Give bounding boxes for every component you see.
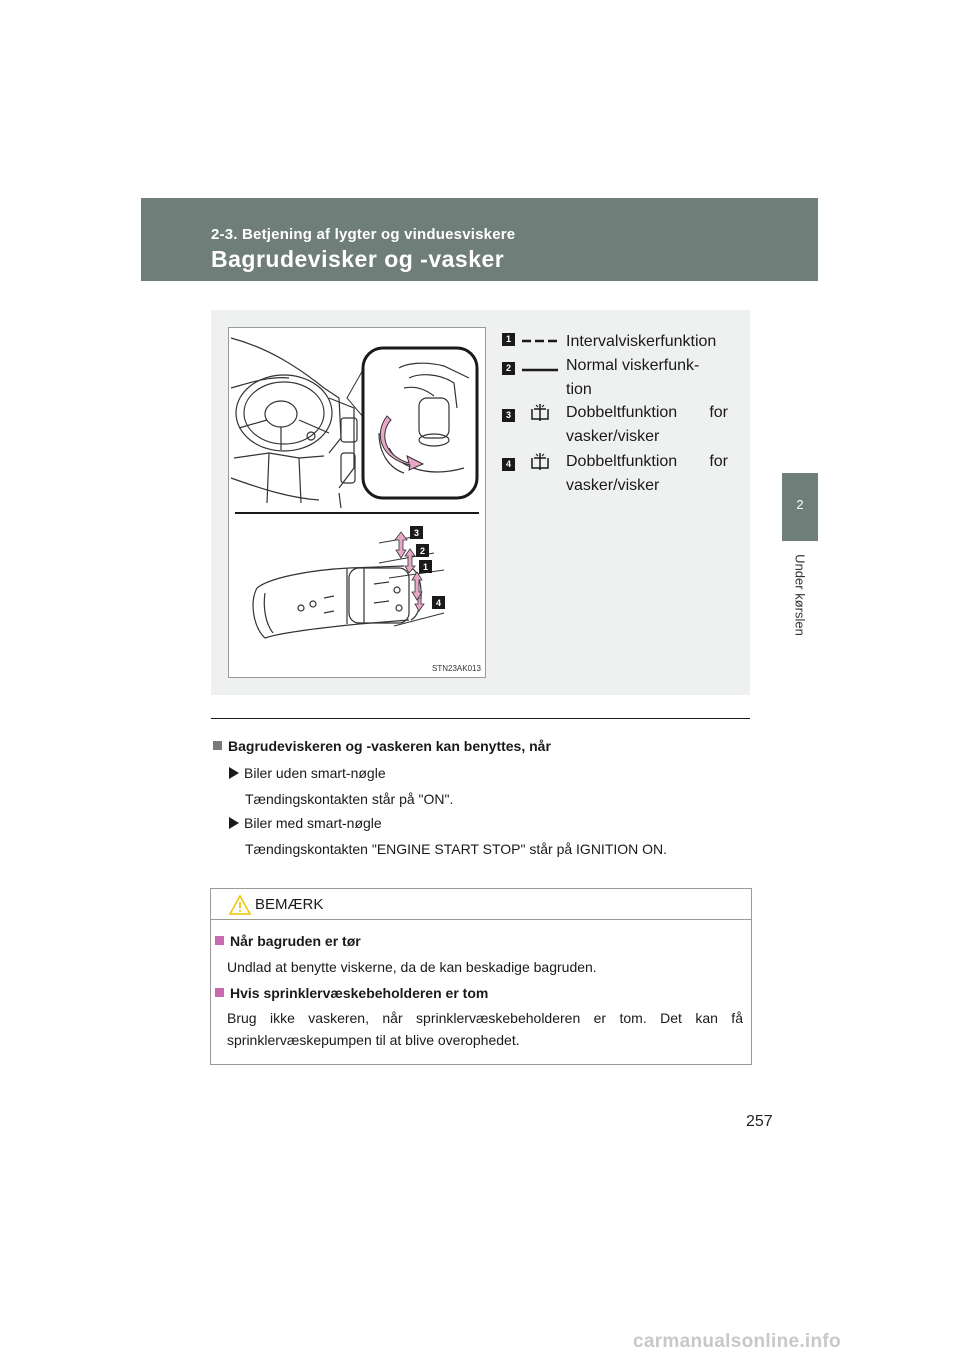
chapter-tab — [782, 473, 818, 541]
triangle-bullet-icon — [229, 817, 239, 829]
washer-wiper-icon — [520, 401, 560, 423]
pink-square-bullet-icon — [215, 936, 224, 945]
figure-code: STN23AK013 — [432, 664, 481, 673]
notice-item-2-heading — [215, 985, 488, 1001]
washer-wiper-icon — [520, 450, 560, 472]
legend-item-3 — [502, 401, 728, 451]
solid-line-icon — [520, 359, 560, 381]
info-item-2-label: Biler med smart-nøgle — [244, 815, 382, 831]
info-heading-text: Bagrudeviskeren og -vaskeren kan benyttes, når — [228, 738, 551, 754]
warning-triangle-icon — [229, 895, 251, 915]
wiper-switch-illustration — [228, 327, 486, 678]
notice-item-1-body: Undlad at benytte viskerne, da de kan beskadige bagruden. — [227, 959, 597, 975]
info-item-2 — [229, 815, 382, 831]
chapter-label: Under kørslen — [792, 554, 808, 636]
triangle-bullet-icon — [229, 767, 239, 779]
callout-2: 2 — [419, 546, 426, 556]
gray-square-bullet-icon — [213, 741, 222, 750]
notice-box — [210, 888, 752, 1065]
chapter-header — [141, 198, 818, 281]
info-item-1 — [229, 765, 386, 781]
section-divider — [211, 718, 750, 719]
info-item-2-detail: Tændingskontakten "ENGINE START STOP" står på IGNITION ON. — [245, 841, 668, 857]
legend-num-4: 4 — [502, 458, 515, 471]
page-number: 257 — [746, 1113, 773, 1130]
legend-num-2: 2 — [502, 362, 515, 375]
notice-header — [211, 889, 751, 920]
legend-text-3: Dobbeltfunktion for vasker/visker — [566, 404, 728, 445]
info-item-1-detail: Tændingskontakten står på "ON". — [245, 791, 454, 807]
legend-item-2 — [502, 354, 728, 404]
legend-text-4: Dobbeltfunktion for vasker/visker — [566, 453, 728, 494]
notice-item-1-heading-text: Når bagruden er tør — [230, 933, 361, 949]
notice-title: BEMÆRK — [255, 896, 324, 913]
legend-text-1: Intervalviskerfunktion — [566, 333, 717, 350]
legend-item-4 — [502, 450, 728, 500]
info-heading — [213, 738, 551, 754]
legend-text-2: Normal viskerfunk- tion — [566, 357, 700, 398]
section-title: 2-3. Betjening af lygter og vinduesviskere — [211, 226, 516, 243]
callout-4: 4 — [435, 598, 442, 608]
page-title: Bagrudevisker og -vasker — [211, 246, 505, 272]
callout-1: 1 — [422, 562, 429, 572]
notice-item-1-heading — [215, 933, 361, 949]
dashed-line-icon — [520, 330, 560, 352]
info-item-1-label: Biler uden smart-nøgle — [244, 765, 386, 781]
illustration-drawing — [229, 328, 485, 677]
legend-num-1: 1 — [502, 333, 515, 346]
callout-3: 3 — [413, 528, 420, 538]
notice-item-2-heading-text: Hvis sprinklervæskebeholderen er tom — [230, 985, 489, 1001]
notice-item-2-body: Brug ikke vaskeren, når sprinklervæskebeholderen er tom. Det kan få sprinklervæskepumpen til at blive overophedet. — [227, 1010, 743, 1048]
chapter-number: 2 — [796, 497, 804, 512]
legend-num-3: 3 — [502, 409, 515, 422]
watermark: carmanualsonline.info — [633, 1331, 841, 1352]
pink-square-bullet-icon — [215, 988, 224, 997]
